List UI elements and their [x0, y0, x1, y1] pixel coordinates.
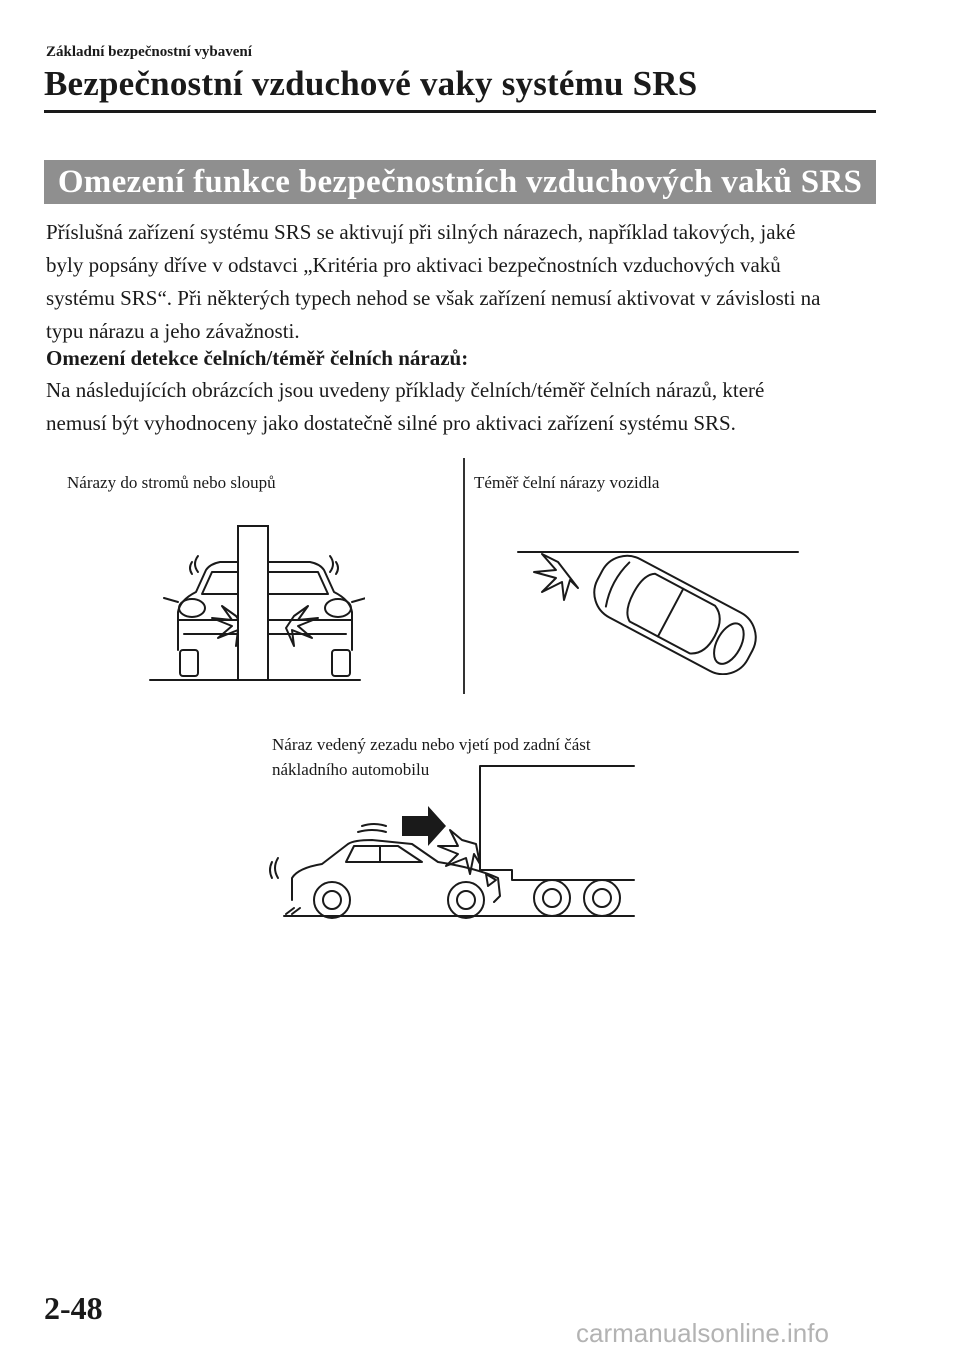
pole-impact-illustration — [140, 520, 365, 686]
intro-paragraph — [46, 216, 886, 348]
angle-impact-caption: Téměř čelní nárazy vozidla — [474, 473, 660, 492]
section-title-bar: Omezení funkce bezpečnostních vzduchových vaků SRS — [44, 160, 876, 204]
intro-line: byly popsány dříve v odstavci „Kritéria pro aktivaci bezpečnostních vzduchových vaků — [46, 253, 781, 277]
page-title: Bezpečnostní vzduchové vaky systému SRS — [44, 64, 698, 103]
intro-line: typu nárazu a jeho závažnosti. — [46, 319, 300, 343]
pole-impact-caption: Nárazy do stromů nebo sloupů — [67, 473, 276, 492]
watermark-text: carmanualsonline.info — [576, 1318, 829, 1348]
intro-line: Příslušná zařízení systému SRS se aktivují při silných nárazech, například takových, jaké — [46, 220, 796, 244]
title-rule — [44, 110, 876, 113]
body-paragraph — [46, 374, 886, 440]
chapter-label: Základní bezpečnostní vybavení — [46, 44, 252, 60]
intro-line: systému SRS“. Při některých typech nehod se však zařízení nemusí aktivovat v závislosti na — [46, 286, 821, 310]
angle-impact-illustration — [512, 540, 802, 675]
subheading: Omezení detekce čelních/téměř čelních nárazů: — [46, 346, 469, 370]
page-number: 2-48 — [44, 1290, 103, 1326]
underride-caption-line: Náraz vedený zezadu nebo vjetí pod zadní část — [272, 735, 591, 754]
figure-divider — [463, 458, 465, 694]
underride-caption-line: nákladního automobilu — [272, 760, 430, 779]
body-line: Na následujících obrázcích jsou uvedeny příklady čelních/téměř čelních nárazů, které — [46, 378, 765, 402]
body-line: nemusí být vyhodnoceny jako dostatečně silné pro aktivaci zařízení systému SRS. — [46, 411, 736, 435]
underride-illustration — [262, 760, 642, 920]
